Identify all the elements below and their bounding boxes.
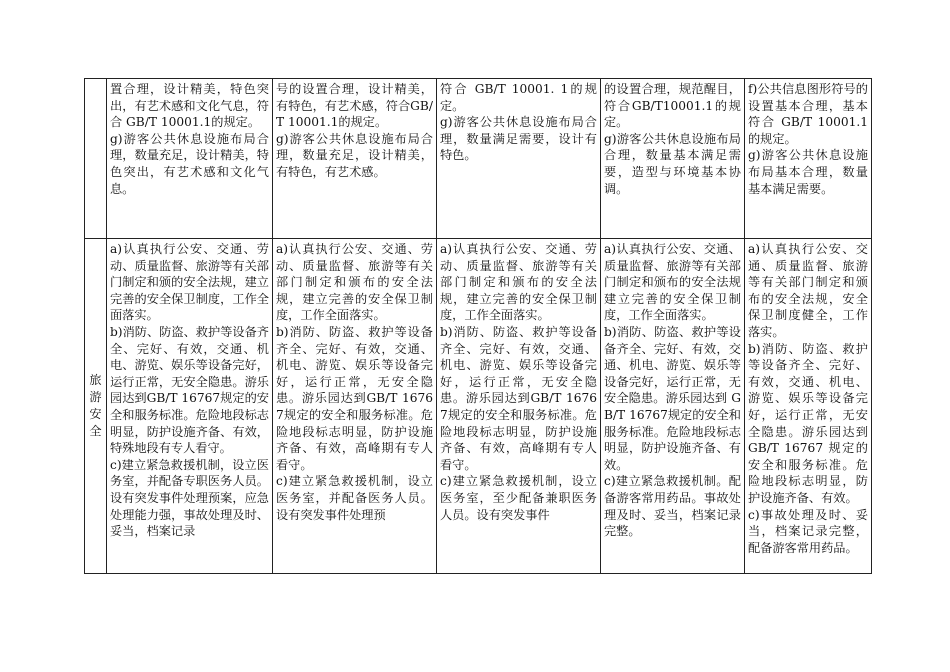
table-cell	[273, 79, 437, 239]
table-cell	[745, 79, 872, 239]
category-label: 旅游安全	[89, 373, 102, 438]
table-row	[85, 239, 872, 574]
table-cell	[601, 239, 745, 574]
table-cell	[273, 239, 437, 574]
category-cell	[85, 239, 107, 574]
cell-text: a)认真执行公安、交通、劳动、质量监督、旅游等有关部门制定和颁布的安全法规，建立完善的安全保卫制度，工作全面落实。 b)消防、防盗、救护等设备齐全、完好、有效，交通、机电、游览、娱乐等设备完好，运行正常，无安全隐患。游乐园达到GB/T 16767规定的安全和服务标准。危险地段标志明显，防护设施齐备、有效，高峰期有专人看守。 c)建立紧急救援机制，设立医务室，至少配备兼职医务人员。设有突发事件	[440, 242, 597, 522]
cell-text: a)认真执行公安、交通、质量监督、旅游等有关部门制定和颁布的安全法规建立完善的安全保卫制度，工作全面落实。 b)消防、防盗、救护等设备齐全、完好、有效，交通、机电、游览、娱乐等设备完好，运行正常，无安全隐患。游乐园达到 GB/T 16767规定的安全和服务标准。危险地段标志明显，防护设施齐备、有效。 c)建立紧急救援机制。配备游客常用药品。事故处理及时、妥当，档案记录完整。	[604, 242, 741, 539]
cell-text: 符合 GB/T 10001. 1的规定。 g)游客公共休息设施布局合理，数量满足需要，设计有特色。	[440, 82, 597, 163]
cell-text: a)认真执行公安、交通、劳动、质量监督、旅游等有关部门制定和颁的安全法规，建立完善的安全保卫制度，工作全面落实。 b)消防、防盗、救护等设备齐全、完好、有效，交通、机电、游览、娱乐等设备完好，运行正常，无安全隐患。游乐园达到GB/T 16767规定的安全和服务标准。危险地段标志明显，防护设施齐备、有效，特殊地段有专人看守。 c)建立紧急救援机制，设立医务室，并配备专职医务人员。设有突发事件处理预案，应急处理能力强，事故处理及时、妥当，档案记录	[110, 242, 269, 539]
cell-text: a)认真执行公安、交通、质量监督、旅游等有关部门制定和颁布的安全法规，安全保卫制度健全，工作落实。 b)消防、防盗、救护等设备齐全、完好、有效，交通、机电、游览、娱乐等设备完好，运行正常，无安全隐患。游乐园达到 GB/T 16767 规定的安全和服务标准。危险地段标志明显，防护设施齐备、有效。 c)事故处理及时、妥当，档案记录完整，配备游客常用药品。	[748, 242, 868, 555]
table-cell	[107, 79, 273, 239]
table-cell	[601, 79, 745, 239]
cell-text: 置合理，设计精美，特色突出，有艺术感和文化气息，符合 GB/T 10001.1的规定。 g)游客公共休息设施布局合理，数量充足，设计精美，特色突出，有艺术感和文化气息。	[110, 82, 269, 196]
cell-text: f)公共信息图形符号的设置基本合理，基本符合 GB/T 10001.1的规定。 g)游客公共休息设施布局基本合理，数量基本满足需要。	[748, 82, 868, 196]
category-cell	[85, 79, 107, 239]
cell-text: 的设置合理，规范醒目，符合GB/T10001.1的规定。 g)游客公共休息设施布局合理，数量基本满足需要，造型与环境基本协调。	[604, 82, 741, 196]
table-cell	[437, 79, 601, 239]
standards-table	[84, 78, 872, 574]
cell-text: a)认真执行公安、交通、劳动、质量监督、旅游等有关部门制定和颁布的安全法规，建立完善的安全保卫制度，工作全面落实。 b)消防、防盗、救护等设备齐全、完好、有效，交通、机电、游览、娱乐等设备完好，运行正常，无安全隐患。游乐园达到GB/T 16767规定的安全和服务标准。危险地段标志明显，防护设施齐备、有效，高峰期有专人看守。 c)建立紧急救援机制，设立医务室，并配备医务人员。设有突发事件处理预	[276, 242, 433, 522]
table-cell	[745, 239, 872, 574]
table-cell	[107, 239, 273, 574]
table-cell	[437, 239, 601, 574]
cell-text: 号的设置合理，设计精美，有特色，有艺术感，符合GB/T 10001.1的规定。 g)游客公共休息设施布局合理，数量充足，设计精美，有特色，有艺术感。	[276, 82, 433, 179]
table-row	[85, 79, 872, 239]
